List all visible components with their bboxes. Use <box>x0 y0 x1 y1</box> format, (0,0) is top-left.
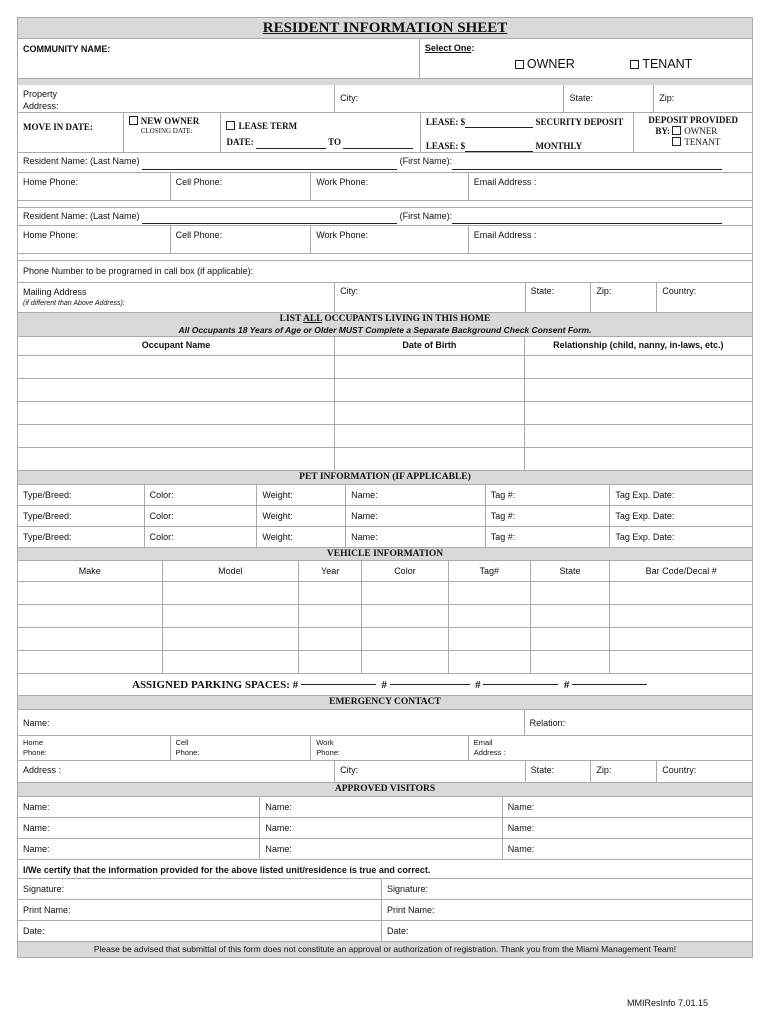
occupant-row <box>17 356 753 379</box>
pet-header <box>17 471 753 485</box>
pet-title: PET INFORMATION (IF APPLICABLE) <box>299 472 471 482</box>
vehicle-row <box>17 582 753 605</box>
vehicle-cell-input[interactable] <box>18 628 163 650</box>
callbox-label: Phone Number to be programed in call box (if applicable): <box>23 266 254 276</box>
email-field-2[interactable] <box>469 226 752 253</box>
pet-weight-field[interactable] <box>257 527 346 547</box>
parking-spaces-field[interactable] <box>17 674 753 696</box>
pet-name-label: Name: <box>351 532 378 542</box>
form-title-text: RESIDENT INFORMATION SHEET <box>262 19 508 36</box>
name-label: Name: <box>265 823 292 833</box>
resident-name-field-2[interactable] <box>18 208 752 225</box>
address-label: Address: <box>23 101 59 111</box>
pet-type-field[interactable] <box>18 527 145 547</box>
name-label: Name: <box>23 823 50 833</box>
veh-col-make <box>18 561 163 581</box>
vehicle-row <box>17 628 753 651</box>
pet-color-field[interactable] <box>145 506 258 526</box>
vehicle-cell-input[interactable] <box>163 651 300 673</box>
state-field[interactable] <box>564 85 654 112</box>
hash-label: # <box>381 678 387 691</box>
deposit-owner-label: OWNER <box>684 126 718 136</box>
occupant-dob-input[interactable] <box>335 448 524 470</box>
community-name-field[interactable] <box>18 39 420 78</box>
select-one-label: Select One <box>424 43 472 53</box>
certify-text <box>18 860 752 878</box>
mailing-state-field[interactable] <box>526 283 592 312</box>
name-label: Name: <box>507 802 535 812</box>
vehicle-cell-input[interactable] <box>449 628 531 650</box>
pet-tag-field[interactable] <box>486 527 611 547</box>
work-phone-field-1[interactable] <box>311 173 469 200</box>
work-label: Work <box>316 738 334 747</box>
owner-label: OWNER <box>526 57 575 71</box>
pet-tag-label: Tag #: <box>490 532 516 542</box>
veh-col-tag <box>449 561 531 581</box>
lease-term-label: LEASE TERM <box>238 121 298 131</box>
pet-name-field[interactable] <box>346 485 486 505</box>
home-phone-field-1[interactable] <box>18 173 171 200</box>
phone-label: Phone: <box>23 748 47 757</box>
name-label: Name: <box>23 718 50 728</box>
vehicle-cell-input[interactable] <box>18 605 163 627</box>
date-row <box>17 921 753 942</box>
vehicle-cell-input[interactable] <box>531 628 611 650</box>
veh-col-color-label: Color <box>394 566 416 576</box>
occupant-row <box>17 425 753 448</box>
occupant-dob-input[interactable] <box>335 425 524 447</box>
pet-weight-field[interactable] <box>257 485 346 505</box>
home-phone-label: Home Phone: <box>23 230 79 240</box>
pet-weight-label: Weight: <box>262 532 293 542</box>
visitors-title: APPROVED VISITORS <box>334 784 436 794</box>
cell-phone-field-2[interactable] <box>171 226 312 253</box>
callbox-phone-field[interactable] <box>18 261 752 282</box>
emergency-cell-phone-field[interactable] <box>171 736 312 760</box>
first-name-label: (First Name): <box>399 211 453 221</box>
email-label: Email Address : <box>473 177 537 187</box>
signature-row <box>17 879 753 900</box>
date-label: Date: <box>23 926 45 936</box>
visitor-name-field[interactable] <box>503 797 752 817</box>
mailing-note: (if different than Above Address) <box>23 300 123 307</box>
visitor-name-field[interactable] <box>18 839 260 859</box>
email-label: Email <box>473 738 493 747</box>
occ-col-relationship <box>525 337 752 355</box>
pet-weight-field[interactable] <box>257 506 346 526</box>
community-label: COMMUNITY NAME: <box>23 44 111 54</box>
mailing-zip-field[interactable] <box>591 283 657 312</box>
email-label: Email Address : <box>473 230 537 240</box>
visitor-name-field[interactable] <box>503 839 752 859</box>
work-phone-label: Work Phone: <box>316 230 369 240</box>
veh-col-decal-label: Bar Code/Decal # <box>645 566 717 576</box>
visitor-name-field[interactable] <box>503 818 752 838</box>
occupants-title-b: OCCUPANTS LIVING IN THIS HOME <box>322 314 491 324</box>
emergency-zip-field[interactable] <box>591 761 657 782</box>
cell-phone-label: Cell Phone: <box>175 230 223 240</box>
emergency-city-field[interactable] <box>335 761 525 782</box>
print-name-label: Print Name: <box>23 905 71 915</box>
state-label: State: <box>530 765 555 775</box>
occupant-dob-input[interactable] <box>335 402 524 424</box>
pet-color-label: Color: <box>149 532 174 542</box>
property-address-field[interactable] <box>18 85 335 112</box>
pet-name-label: Name: <box>351 511 378 521</box>
vehicle-cell-input[interactable] <box>531 582 611 604</box>
pet-color-label: Color: <box>149 490 174 500</box>
occupant-dob-input[interactable] <box>335 379 524 401</box>
zip-label: Zip: <box>659 93 675 103</box>
visitor-name-field[interactable] <box>260 797 502 817</box>
relation-label: Relation: <box>529 718 566 728</box>
advisory-text: Please be advised that submittal of this form does not constitute an approval or authorization of registration. Thank you from the Miami Management Team! <box>93 944 677 954</box>
occupant-name-input[interactable] <box>18 425 335 447</box>
veh-col-state-label: State <box>559 566 581 576</box>
visitor-row <box>17 797 753 818</box>
vehicle-cell-input[interactable] <box>449 605 531 627</box>
pet-name-field[interactable] <box>346 506 486 526</box>
veh-col-decal <box>610 561 752 581</box>
vehicle-cell-input[interactable] <box>163 628 300 650</box>
city-label: City: <box>340 93 359 103</box>
date-label: Date: <box>387 926 409 936</box>
hash-label: # <box>475 678 481 691</box>
emergency-work-phone-field[interactable] <box>311 736 469 760</box>
veh-col-state <box>531 561 611 581</box>
certify-label: I/We certify that the information provided for the above listed unit/residence is true and correct. <box>23 865 431 875</box>
pet-type-label: Type/Breed: <box>23 490 72 500</box>
signature-field-2[interactable] <box>382 879 752 899</box>
pet-tag-exp-label: Tag Exp. Date: <box>615 490 675 500</box>
checkbox-icon <box>630 60 639 69</box>
visitor-name-field[interactable] <box>260 839 502 859</box>
occupant-name-input[interactable] <box>18 379 335 401</box>
pet-type-field[interactable] <box>18 506 145 526</box>
emergency-name-field[interactable] <box>18 710 525 735</box>
pet-row <box>17 485 753 506</box>
vehicle-cell-input[interactable] <box>531 651 611 673</box>
occupant-relationship-input[interactable] <box>525 379 752 401</box>
country-label: Country: <box>662 765 697 775</box>
emergency-country-field[interactable] <box>657 761 752 782</box>
occupant-name-input[interactable] <box>18 356 335 378</box>
deposit-provided-group <box>634 113 752 152</box>
cell-label: Cell <box>175 738 189 747</box>
tenant-checkbox[interactable] <box>630 57 692 71</box>
name-label: Name: <box>265 844 292 854</box>
vehicle-title: VEHICLE INFORMATION <box>326 549 444 559</box>
pet-name-field[interactable] <box>346 527 486 547</box>
vehicle-header <box>17 548 753 561</box>
emergency-home-phone-field[interactable] <box>18 736 171 760</box>
email-field-1[interactable] <box>469 173 752 200</box>
veh-col-model-label: Model <box>218 566 243 576</box>
country-label: Country: <box>662 286 697 296</box>
occupants-note: All Occupants 18 Years of Age or Older MUST Complete a Separate Background Check Consent Form. <box>178 325 592 335</box>
parking-label: ASSIGNED PARKING SPACES: # <box>132 678 299 691</box>
move-in-label: MOVE IN DATE: <box>23 122 93 132</box>
new-owner-label: NEW OWNER <box>140 116 200 126</box>
deposit-owner-checkbox[interactable] <box>672 126 717 136</box>
phone-label: Phone: <box>175 748 200 757</box>
vehicle-cell-input[interactable] <box>362 651 449 673</box>
vehicle-cell-input[interactable] <box>299 651 362 673</box>
by-label: BY: <box>655 126 671 136</box>
vehicle-cell-input[interactable] <box>610 651 752 673</box>
pet-row <box>17 506 753 527</box>
pet-tag-exp-label: Tag Exp. Date: <box>615 511 675 521</box>
pet-type-label: Type/Breed: <box>23 511 72 521</box>
vehicle-cell-input[interactable] <box>449 582 531 604</box>
city-field[interactable] <box>335 85 564 112</box>
state-label: State: <box>569 93 593 103</box>
select-one-group: Select One: OWNER TENANT <box>424 43 693 71</box>
occupant-name-input[interactable] <box>18 402 335 424</box>
occupant-relationship-input[interactable] <box>525 425 752 447</box>
cell-phone-label: Cell Phone: <box>175 177 223 187</box>
owner-checkbox[interactable] <box>515 57 575 71</box>
signature-label: Signature: <box>23 884 65 894</box>
name-label: Name: <box>265 802 292 812</box>
vehicle-row <box>17 651 753 674</box>
occ-col-relationship-label: Relationship (child, nanny, in-laws, etc.) <box>553 340 724 350</box>
checkbox-icon <box>672 126 681 135</box>
lease-amount-label: LEASE: $ <box>425 117 466 127</box>
veh-col-year <box>299 561 362 581</box>
vehicle-cell-input[interactable] <box>610 628 752 650</box>
vehicle-cell-input[interactable] <box>299 582 362 604</box>
vehicle-cell-input[interactable] <box>362 582 449 604</box>
occ-col-dob <box>335 337 524 355</box>
vehicle-cell-input[interactable] <box>610 605 752 627</box>
occ-col-dob-label: Date of Birth <box>402 340 457 350</box>
occupants-title-all: ALL <box>303 314 323 324</box>
advisory-note <box>17 942 753 958</box>
name-label: Name: <box>23 844 50 854</box>
zip-field[interactable] <box>654 85 752 112</box>
city-label: City: <box>340 765 359 775</box>
occupant-dob-input[interactable] <box>335 356 524 378</box>
vehicle-cell-input[interactable] <box>18 582 163 604</box>
occupant-relationship-input[interactable] <box>525 402 752 424</box>
name-label: Name: <box>23 802 50 812</box>
pet-type-label: Type/Breed: <box>23 532 72 542</box>
name-label: Name: <box>507 823 535 833</box>
pet-color-label: Color: <box>149 511 174 521</box>
form-code: MMIResInfo 7.01.15 <box>626 998 708 1008</box>
occupant-row <box>17 448 753 471</box>
pet-tag-label: Tag #: <box>490 490 516 500</box>
phone-label: Phone: <box>316 748 340 757</box>
veh-col-tag-label: Tag# <box>479 566 499 576</box>
pet-weight-label: Weight: <box>262 490 293 500</box>
pet-tag-field[interactable] <box>486 506 611 526</box>
checkbox-icon <box>129 116 138 125</box>
zip-label: Zip: <box>596 286 612 296</box>
mailing-city-field[interactable] <box>335 283 525 312</box>
veh-col-color <box>362 561 449 581</box>
occupant-relationship-input[interactable] <box>525 356 752 378</box>
occ-col-name-label: Occupant Name <box>141 340 211 350</box>
pet-color-field[interactable] <box>145 527 258 547</box>
date-label: DATE: <box>226 137 254 147</box>
last-name-label: Resident Name: (Last Name) <box>23 211 140 221</box>
vehicle-cell-input[interactable] <box>163 605 300 627</box>
visitor-row <box>17 818 753 839</box>
work-phone-label: Work Phone: <box>316 177 369 187</box>
name-label: Name: <box>507 844 535 854</box>
lease-monthly-label: LEASE: $ <box>425 141 466 151</box>
date-field-2[interactable] <box>382 921 752 941</box>
work-phone-field-2[interactable] <box>311 226 469 253</box>
checkbox-icon <box>226 121 235 130</box>
hash-label: # <box>563 678 570 691</box>
resident-name-field-1[interactable] <box>18 153 752 172</box>
vehicle-cell-input[interactable] <box>531 605 611 627</box>
closing-date-label: CLOSING DATE: <box>140 127 193 135</box>
emergency-header <box>17 696 753 710</box>
new-owner-checkbox[interactable] <box>124 113 222 152</box>
vehicle-cell-input[interactable] <box>18 651 163 673</box>
lease-term-group[interactable] <box>221 113 420 152</box>
vehicle-cell-input[interactable] <box>163 582 300 604</box>
email-address-label: Address : <box>473 748 506 757</box>
veh-col-make-label: Make <box>78 566 101 576</box>
property-label: Property <box>23 89 58 99</box>
mailing-address-label: Mailing Address <box>23 287 87 297</box>
visitor-name-field[interactable] <box>18 797 260 817</box>
vehicle-cell-input[interactable] <box>362 628 449 650</box>
pet-tag-exp-field[interactable] <box>610 506 752 526</box>
emergency-title: EMERGENCY CONTACT <box>329 697 441 707</box>
veh-col-year-label: Year <box>321 566 340 576</box>
occupant-row <box>17 402 753 425</box>
vehicle-cell-input[interactable] <box>449 651 531 673</box>
mailing-address-field[interactable]: Mailing Address (if different than Above Address): <box>18 283 335 312</box>
pet-type-field[interactable] <box>18 485 145 505</box>
mailing-country-field[interactable] <box>657 283 752 312</box>
pet-color-field[interactable] <box>145 485 258 505</box>
visitors-header <box>17 783 753 797</box>
print-name-field-1[interactable] <box>18 900 382 920</box>
resident-form <box>17 17 753 958</box>
occupant-row <box>17 379 753 402</box>
zip-label: Zip: <box>596 765 612 775</box>
security-deposit-label: SECURITY DEPOSIT <box>535 117 624 127</box>
address-label: Address : <box>23 765 62 775</box>
state-label: State: <box>530 286 555 296</box>
monthly-label: MONTHLY <box>535 141 583 151</box>
pet-tag-exp-field[interactable] <box>610 527 752 547</box>
deposit-tenant-checkbox[interactable] <box>672 137 747 148</box>
print-name-field-2[interactable] <box>382 900 752 920</box>
occupant-name-input[interactable] <box>18 448 335 470</box>
veh-col-model <box>163 561 300 581</box>
vehicle-cell-input[interactable] <box>299 628 362 650</box>
city-label: City: <box>340 286 359 296</box>
home-phone-field-2[interactable] <box>18 226 171 253</box>
form-title <box>17 17 753 39</box>
deposit-tenant-label: TENANT <box>684 137 721 147</box>
vehicle-row <box>17 605 753 628</box>
vehicle-cell-input[interactable] <box>610 582 752 604</box>
visitor-name-field[interactable] <box>260 818 502 838</box>
visitor-row <box>17 839 753 860</box>
emergency-address-field[interactable] <box>18 761 335 782</box>
emergency-state-field[interactable] <box>526 761 592 782</box>
checkbox-icon <box>672 137 681 146</box>
pet-tag-exp-label: Tag Exp. Date: <box>615 532 675 542</box>
home-label: Home <box>23 738 44 747</box>
date-field-1[interactable] <box>18 921 382 941</box>
visitor-name-field[interactable] <box>18 818 260 838</box>
occupant-relationship-input[interactable] <box>525 448 752 470</box>
print-name-label: Print Name: <box>387 905 435 915</box>
move-in-date-field[interactable] <box>18 113 124 152</box>
checkbox-icon <box>515 60 524 69</box>
print-name-row <box>17 900 753 921</box>
signature-label: Signature: <box>387 884 429 894</box>
vehicle-cell-input[interactable] <box>299 605 362 627</box>
pet-row <box>17 527 753 548</box>
pet-tag-exp-field[interactable] <box>610 485 752 505</box>
deposit-provided-label: DEPOSIT PROVIDED <box>648 115 738 125</box>
vehicle-cell-input[interactable] <box>362 605 449 627</box>
pet-weight-label: Weight: <box>262 511 293 521</box>
occupants-header <box>17 313 753 337</box>
lease-amount-group[interactable] <box>421 113 634 152</box>
home-phone-label: Home Phone: <box>23 177 79 187</box>
emergency-relation-field[interactable] <box>525 710 752 735</box>
occupants-title-a: LIST <box>279 314 303 324</box>
last-name-label: Resident Name: (Last Name) <box>23 156 140 166</box>
occ-col-name <box>18 337 335 355</box>
to-label: TO <box>328 137 341 147</box>
pet-name-label: Name: <box>351 490 378 500</box>
first-name-label: (First Name): <box>399 156 453 166</box>
signature-field-1[interactable] <box>18 879 382 899</box>
emergency-email-field[interactable] <box>469 736 752 760</box>
pet-tag-label: Tag #: <box>490 511 516 521</box>
pet-tag-field[interactable] <box>486 485 611 505</box>
cell-phone-field-1[interactable] <box>171 173 312 200</box>
tenant-label: TENANT <box>642 57 693 71</box>
